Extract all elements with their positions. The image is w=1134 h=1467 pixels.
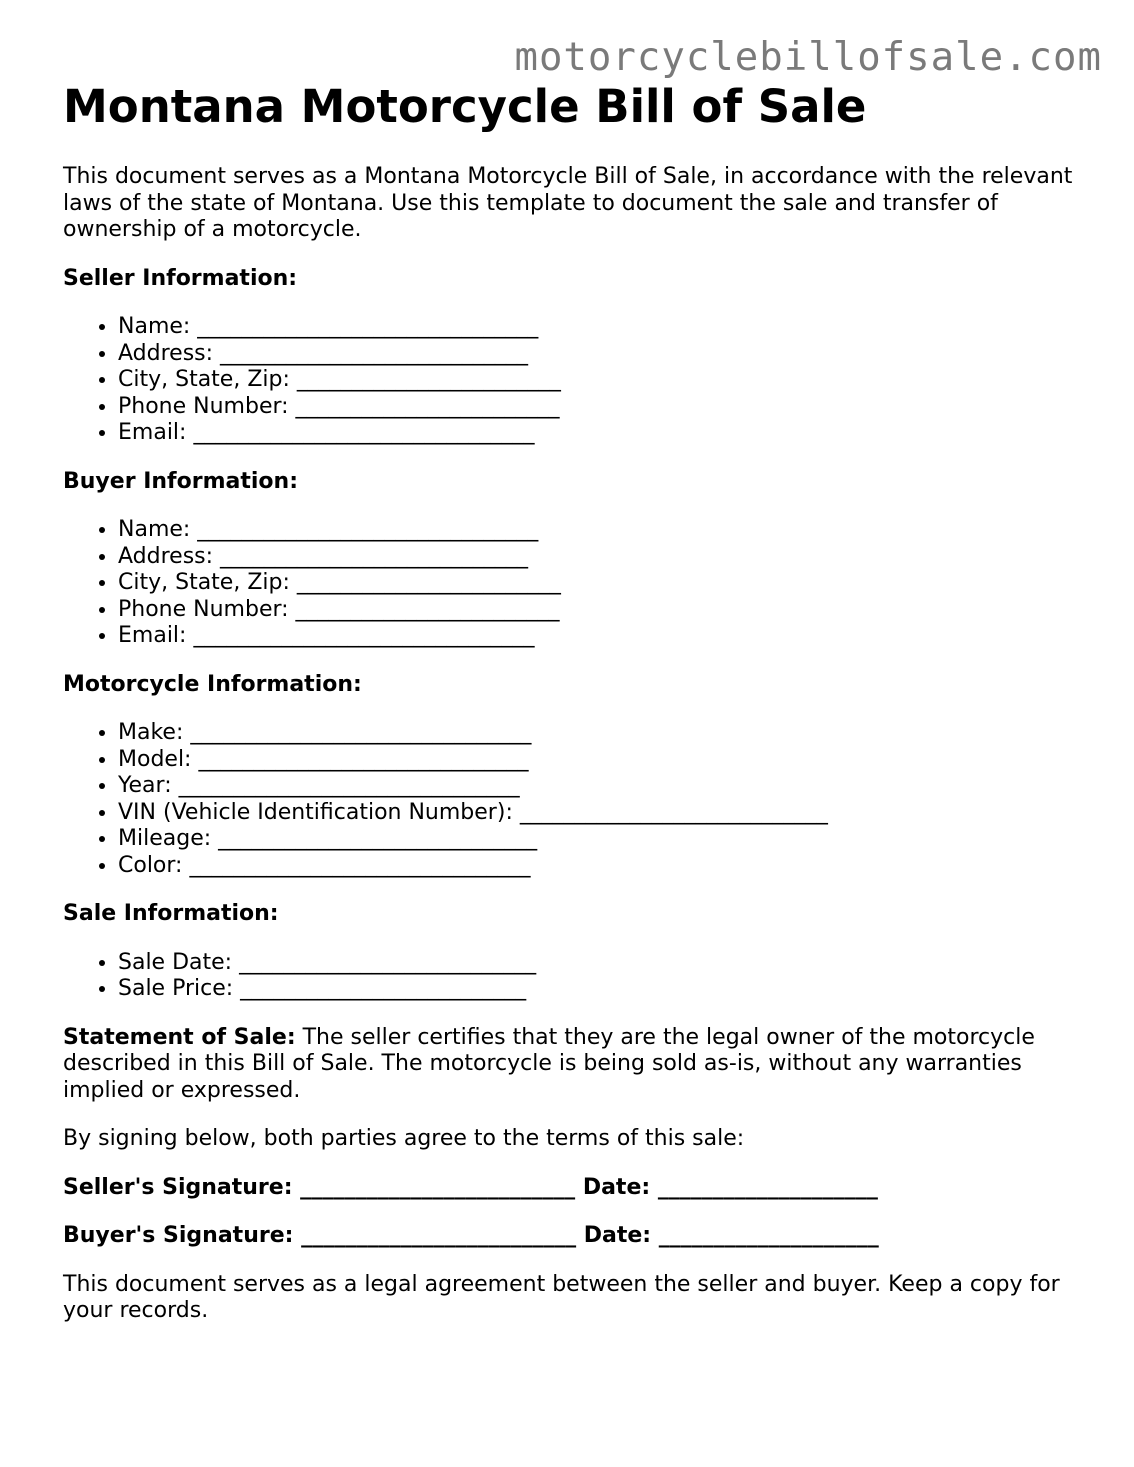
list-item: • Name: _______________________________ [118,314,1083,341]
agreement-line: By signing below, both parties agree to the terms of this sale: [63,1126,745,1151]
motorcycle-list [63,720,1083,879]
list-item: • Make: _______________________________ [118,720,1083,747]
list-item: • Sale Date: ___________________________ [118,950,1083,977]
list-item: • Phone Number: ________________________ [118,597,1083,624]
list-item: • Address: ____________________________ [118,544,1083,571]
statement-of-sale [63,1025,1083,1105]
list-item: • City, State, Zip: ________________________ [118,570,1083,597]
watermark: motorcyclebillofsale.com [514,35,1102,80]
list-item: • Name: _______________________________ [118,517,1083,544]
list-item: • Sale Price: __________________________ [118,976,1083,1003]
document-body [63,80,1083,1325]
seller-heading: Seller Information: [63,265,298,291]
sale-heading: Sale Information: [63,901,279,926]
motorcycle-heading: Motorcycle Information: [63,671,362,697]
list-item: • VIN (Vehicle Identification Number): ____________________________ [118,800,1083,827]
list-item: • Model: ______________________________ [118,747,1083,774]
seller-signature-line: Seller's Signature: _________________________ Date: ____________________ [63,1174,878,1200]
statement-text: The seller certifies that they are the legal owner of the motorcycle described in this Bill of Sale. The motorcycle is being sold as-is, without any warranties implied or expressed. [63,1024,1035,1103]
closing-paragraph: This document serves as a legal agreement between the seller and buyer. Keep a copy for your records. [63,1271,1060,1323]
intro-paragraph: This document serves as a Montana Motorcycle Bill of Sale, in accordance with the relevant laws of the state of Montana. Use this template to document the sale and transfer of ownership of a motorcycle. [63,164,1073,242]
buyer-signature-line: Buyer's Signature: _________________________ Date: ____________________ [63,1223,879,1248]
page-title: Montana Motorcycle Bill of Sale [63,80,867,133]
seller-list [63,314,1083,447]
list-item: • Email: _______________________________ [118,623,1083,650]
list-item: • Address: ____________________________ [118,341,1083,368]
statement-label: Statement of Sale: [63,1024,296,1050]
list-item: • Color: _______________________________ [118,853,1083,880]
list-item: • City, State, Zip: ________________________ [118,367,1083,394]
list-item: • Email: _______________________________ [118,420,1083,447]
buyer-list [63,517,1083,650]
list-item: • Phone Number: ________________________ [118,394,1083,421]
sale-list [63,950,1083,1003]
buyer-heading: Buyer Information: [63,468,298,494]
list-item: • Year: _______________________________ [118,773,1083,800]
list-item: • Mileage: _____________________________ [118,826,1083,853]
